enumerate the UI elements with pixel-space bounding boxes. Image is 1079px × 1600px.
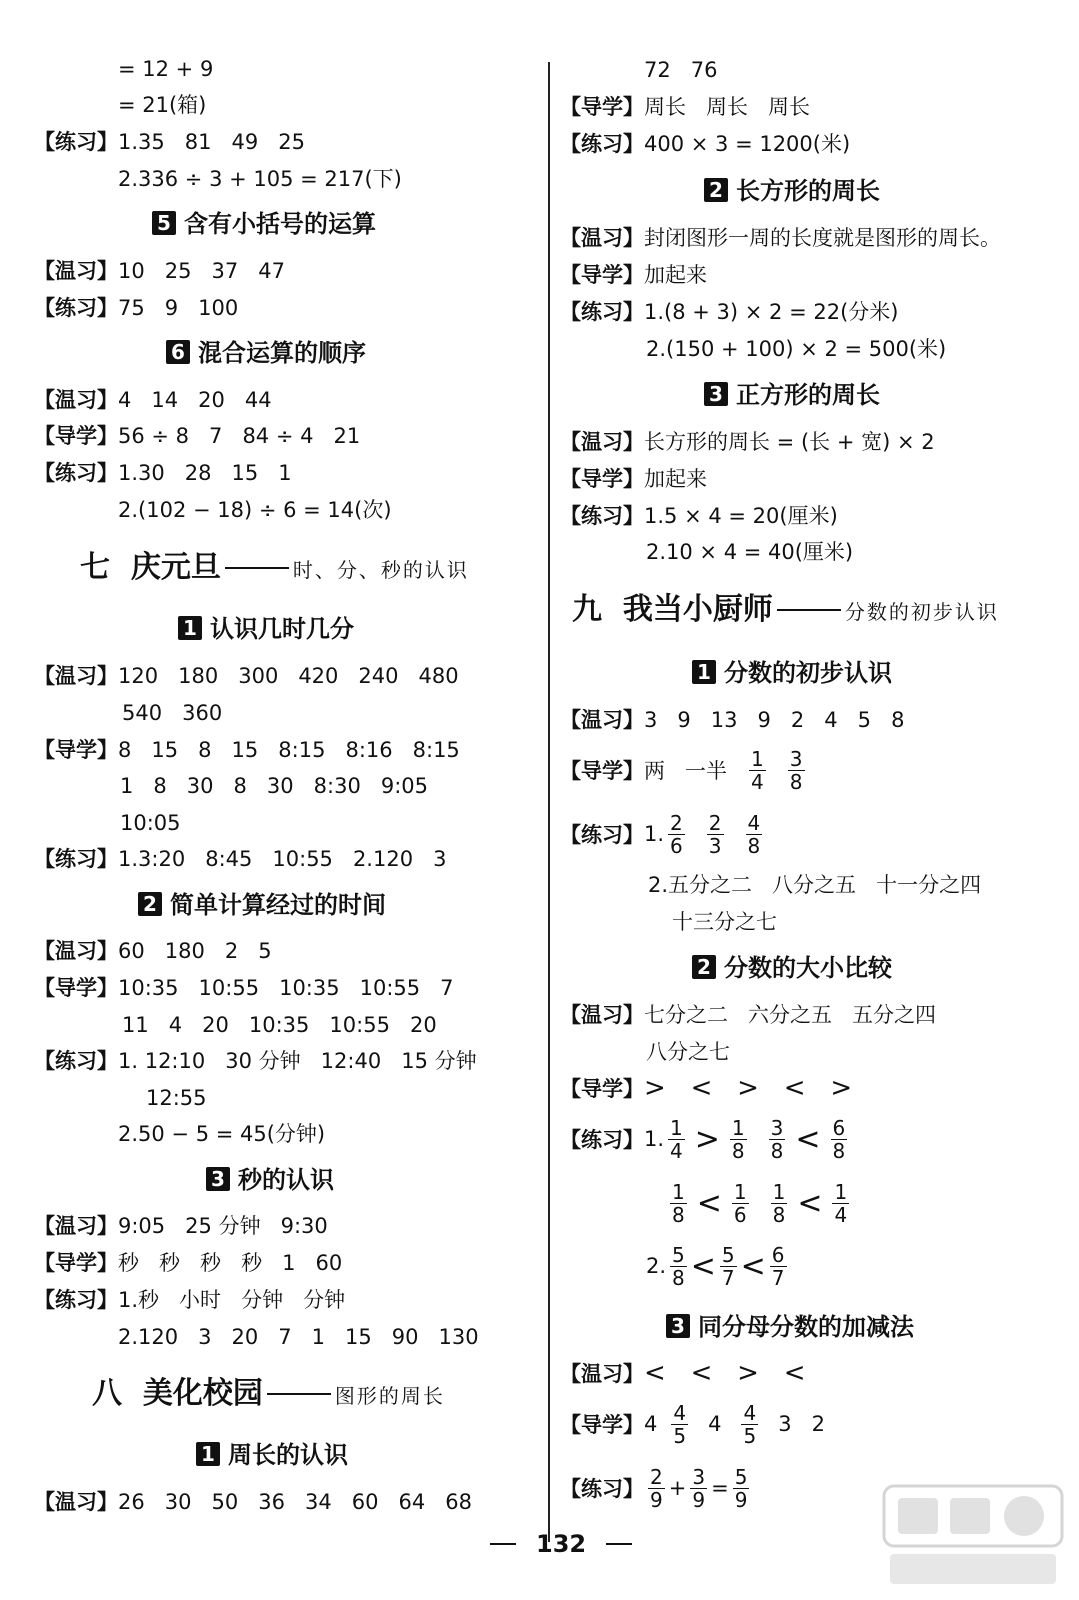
- answer-text: 加起来: [644, 467, 707, 491]
- section-title: 分数的大小比较: [724, 954, 892, 982]
- compare-symbol: <: [797, 1185, 823, 1221]
- denominator: 6: [733, 1202, 747, 1227]
- section-title: 长方形的周长: [736, 177, 880, 205]
- answer-line: [34, 385, 272, 415]
- tag-daoxue: 【导学】: [560, 1413, 644, 1437]
- section-number: 2: [138, 892, 162, 916]
- denominator: 4: [751, 769, 764, 794]
- section-heading: [152, 207, 376, 241]
- fraction: [732, 1181, 749, 1226]
- answer-line: [646, 1240, 791, 1292]
- section-heading: [178, 612, 354, 646]
- answer-line: [34, 936, 272, 966]
- answer-text: 4: [644, 1412, 658, 1436]
- section-number: 5: [152, 211, 176, 235]
- section-title: 认识几时几分: [210, 615, 354, 643]
- answer-line: 1 8 30 8 30 8:30 9:05: [120, 774, 428, 798]
- tag-lianxi: 【练习】: [34, 1049, 118, 1073]
- numerator: 2: [650, 1464, 663, 1489]
- denominator: 3: [708, 833, 722, 858]
- unit-heading: [92, 1374, 445, 1416]
- tag-wenxi: 【温习】: [560, 1003, 644, 1027]
- fraction: [746, 812, 763, 857]
- tag-wenxi: 【温习】: [560, 226, 644, 250]
- unit-heading: [572, 590, 999, 632]
- section-title: 混合运算的顺序: [198, 339, 366, 367]
- denominator: 8: [672, 1202, 685, 1227]
- answer-line: [560, 427, 935, 457]
- page-number-text: 132: [536, 1530, 587, 1558]
- answer-line: [34, 293, 238, 323]
- section-heading: [704, 378, 880, 412]
- numerator: 2: [708, 810, 722, 835]
- numerator: 2: [670, 810, 683, 835]
- answer-text: 4: [708, 1412, 722, 1436]
- answer-line: 2.(102 − 18) ÷ 6 = 14(次): [118, 498, 392, 522]
- tag-daoxue: 【导学】: [34, 1251, 118, 1275]
- section-heading: [196, 1438, 348, 1472]
- section-number: 2: [692, 955, 716, 979]
- denominator: 9: [734, 1487, 748, 1512]
- numerator: 3: [789, 746, 803, 771]
- tag-lianxi: 【练习】: [560, 1128, 644, 1152]
- section-title: 周长的认识: [228, 1441, 348, 1469]
- tag-wenxi: 【温习】: [560, 708, 644, 732]
- tag-wenxi: 【温习】: [34, 1214, 118, 1238]
- answer-line: [34, 458, 292, 488]
- section-number: 1: [178, 616, 202, 640]
- fraction: [733, 1466, 750, 1511]
- answer-text: 1.3:20 8:45 10:55 2.120 3: [118, 847, 447, 871]
- numerator: 1: [672, 1179, 685, 1204]
- section-title: 同分母分数的加减法: [698, 1313, 914, 1341]
- answer-line: [560, 808, 766, 860]
- fraction: [668, 1117, 685, 1162]
- tag-wenxi: 【温习】: [34, 1490, 118, 1514]
- tag-wenxi: 【温习】: [34, 664, 118, 688]
- denominator: 9: [692, 1487, 706, 1512]
- tag-daoxue: 【导学】: [34, 424, 118, 448]
- fraction: [832, 1181, 849, 1226]
- answer-line: [560, 1113, 851, 1165]
- tag-daoxue: 【导学】: [34, 976, 118, 1000]
- section-number: 3: [206, 1167, 230, 1191]
- watermark-logo: [878, 1480, 1068, 1590]
- fraction: [771, 1181, 788, 1226]
- answer-line: [34, 1211, 328, 1241]
- answer-line: 十三分之七: [672, 910, 777, 934]
- denominator: 8: [772, 1202, 786, 1227]
- answer-line: 10:05: [120, 811, 181, 835]
- section-title: 秒的认识: [238, 1166, 334, 1194]
- answer-text: 60 180 2 5: [118, 939, 272, 963]
- answer-line: [560, 1462, 753, 1514]
- answer-line: [34, 1248, 342, 1278]
- answer-text: > < > < >: [644, 1073, 853, 1103]
- unit-dash: [225, 567, 289, 569]
- answer-line: 2.50 − 5 = 45(分钟): [118, 1122, 326, 1146]
- section-number: 6: [166, 340, 190, 364]
- answer-text: 75 9 100: [118, 296, 239, 320]
- tag-wenxi: 【温习】: [560, 430, 644, 454]
- denominator: 8: [747, 833, 761, 858]
- numerator: 4: [747, 810, 761, 835]
- fraction: [668, 812, 685, 857]
- answer-line: 2.120 3 20 7 1 15 90 130: [118, 1325, 479, 1349]
- tag-wenxi: 【温习】: [560, 1362, 644, 1386]
- answer-line: [34, 735, 460, 765]
- tag-daoxue: 【导学】: [560, 759, 644, 783]
- answer-line: 12:55: [146, 1086, 207, 1110]
- answer-line: [666, 1177, 853, 1229]
- tag-wenxi: 【温习】: [34, 388, 118, 412]
- answer-line: [34, 1487, 472, 1517]
- denominator: 4: [670, 1138, 683, 1163]
- answer-text: 3 9 13 9 2 4 5 8: [644, 708, 905, 732]
- item-number: 1.: [644, 822, 665, 846]
- answer-line: [560, 1073, 852, 1104]
- section-heading: [166, 336, 366, 370]
- denominator: 8: [789, 769, 803, 794]
- tag-lianxi: 【练习】: [560, 504, 644, 528]
- tag-wenxi: 【温习】: [34, 939, 118, 963]
- denominator: 6: [670, 833, 683, 858]
- answer-line: 2.336 ÷ 3 + 105 = 217(下): [118, 167, 402, 191]
- section-number: 3: [704, 382, 728, 406]
- answer-text: 1.(8 + 3) × 2 = 22(分米): [644, 300, 899, 324]
- tag-lianxi: 【练习】: [34, 130, 118, 154]
- fraction: [671, 1402, 688, 1447]
- numerator: 6: [832, 1115, 846, 1140]
- answer-line: 2.(150 + 100) × 2 = 500(米): [646, 337, 947, 361]
- denominator: 4: [834, 1202, 848, 1227]
- numerator: 1: [772, 1179, 786, 1204]
- tag-daoxue: 【导学】: [560, 95, 644, 119]
- answer-line: [560, 744, 809, 796]
- answer-text: 1.30 28 15 1: [118, 461, 292, 485]
- numerator: 1: [834, 1179, 848, 1204]
- tag-lianxi: 【练习】: [34, 296, 118, 320]
- answer-line: [34, 844, 446, 874]
- compare-symbol: <: [690, 1248, 716, 1284]
- fraction: [690, 1466, 707, 1511]
- unit-dash: [777, 609, 841, 611]
- operator: =: [711, 1476, 729, 1500]
- answer-line: 11 4 20 10:35 10:55 20: [122, 1013, 437, 1037]
- answer-line: [34, 256, 285, 286]
- compare-symbol: >: [694, 1121, 720, 1157]
- answer-line: [34, 1285, 345, 1315]
- tag-lianxi: 【练习】: [560, 300, 644, 324]
- page-dash: [490, 1543, 516, 1545]
- numerator: 3: [692, 1464, 706, 1489]
- answer-text: 10:35 10:55 10:35 10:55 7: [118, 976, 454, 1000]
- unit-dash: [267, 1393, 331, 1395]
- section-title: 分数的初步认识: [724, 659, 892, 687]
- numerator: 4: [673, 1400, 687, 1425]
- answer-line: 八分之七: [646, 1040, 730, 1064]
- section-title: 简单计算经过的时间: [170, 891, 386, 919]
- compare-symbol: <: [696, 1185, 722, 1221]
- compare-symbol: <: [740, 1248, 766, 1284]
- denominator: 8: [672, 1265, 685, 1290]
- numerator: 6: [771, 1242, 785, 1267]
- answer-text: 10 25 37 47: [118, 259, 285, 283]
- numerator: 3: [770, 1115, 784, 1140]
- numerator: 5: [672, 1242, 685, 1267]
- item-number: 2.: [646, 1254, 667, 1278]
- answer-line: 2.五分之二 八分之五 十一分之四: [648, 873, 982, 897]
- answer-text: 封闭图形一周的长度就是图形的周长。: [644, 226, 1001, 250]
- answer-line: [560, 705, 904, 735]
- numerator: 4: [743, 1400, 757, 1425]
- section-heading: [666, 1310, 914, 1344]
- page-number: [470, 1530, 652, 1558]
- tag-lianxi: 【练习】: [34, 847, 118, 871]
- answer-line: [560, 223, 1001, 253]
- fraction: [831, 1117, 848, 1162]
- section-number: 1: [196, 1442, 220, 1466]
- fraction: [749, 748, 766, 793]
- answer-line: 2.10 × 4 = 40(厘米): [646, 540, 854, 564]
- denominator: 5: [743, 1423, 757, 1448]
- answer-text: 1.5 × 4 = 20(厘米): [644, 504, 838, 528]
- page-dash: [606, 1543, 632, 1545]
- answer-text: 七分之二 六分之五 五分之四: [644, 1003, 937, 1027]
- fraction: [670, 1244, 687, 1289]
- numerator: 5: [721, 1242, 735, 1267]
- numerator: 1: [731, 1115, 745, 1140]
- fraction: [720, 1244, 737, 1289]
- answer-text: 56 ÷ 8 7 84 ÷ 4 21: [118, 424, 361, 448]
- answer-line: [34, 661, 459, 691]
- answer-text: 26 30 50 36 34 60 64 68: [118, 1490, 472, 1514]
- answer-line: [560, 501, 838, 531]
- answer-line: [560, 1398, 825, 1450]
- answer-line: [560, 464, 707, 494]
- answer-line: = 21(箱): [118, 93, 207, 117]
- fraction: [707, 812, 724, 857]
- answer-line: [560, 260, 707, 290]
- tag-daoxue: 【导学】: [560, 1077, 644, 1101]
- answer-text: 周长 周长 周长: [644, 95, 811, 119]
- tag-wenxi: 【温习】: [34, 259, 118, 283]
- unit-subtitle: 分数的初步认识: [844, 600, 999, 624]
- section-number: 2: [704, 178, 728, 202]
- section-heading: [206, 1163, 334, 1197]
- answer-text: 400 × 3 = 1200(米): [644, 132, 851, 156]
- section-title: 正方形的周长: [736, 381, 880, 409]
- answer-text: 两 一半: [644, 759, 728, 783]
- answer-line: 72 76: [644, 58, 718, 82]
- unit-title: 九 我当小厨师: [572, 592, 773, 627]
- answer-text: 3 2: [778, 1412, 825, 1436]
- operator: +: [668, 1476, 687, 1500]
- tag-lianxi: 【练习】: [560, 1477, 644, 1501]
- numerator: 1: [670, 1115, 683, 1140]
- denominator: 8: [832, 1138, 846, 1163]
- fraction: [648, 1466, 665, 1511]
- denominator: 9: [650, 1487, 663, 1512]
- fraction: [670, 1181, 687, 1226]
- answer-line: [560, 297, 898, 327]
- answer-text: 秒 秒 秒 秒 1 60: [118, 1251, 343, 1275]
- answer-text: 8 15 8 15 8:15 8:16 8:15: [118, 738, 460, 762]
- answer-line: [34, 421, 360, 451]
- unit-title: 八 美化校园: [92, 1376, 263, 1411]
- tag-daoxue: 【导学】: [560, 467, 644, 491]
- numerator: 1: [751, 746, 764, 771]
- answer-text: 1.秒 小时 分钟 分钟: [118, 1288, 346, 1312]
- numerator: 1: [733, 1179, 747, 1204]
- fraction: [788, 748, 805, 793]
- answer-line: [34, 1046, 477, 1076]
- unit-subtitle: 图形的周长: [334, 1384, 445, 1408]
- unit-subtitle: 时、分、秒的认识: [292, 558, 469, 582]
- answer-line: [560, 92, 810, 122]
- answer-text: 4 14 20 44: [118, 388, 272, 412]
- unit-title: 七 庆元旦: [80, 550, 221, 585]
- answer-text: 1.35 81 49 25: [118, 130, 306, 154]
- fraction: [730, 1117, 747, 1162]
- fraction: [769, 1117, 786, 1162]
- answer-text: 1. 12:10 30 分钟 12:40 15 分钟: [118, 1049, 477, 1073]
- answer-line: [560, 1000, 936, 1030]
- item-number: 1.: [644, 1127, 665, 1151]
- section-heading: [692, 656, 892, 690]
- answer-line: [560, 1358, 806, 1389]
- tag-lianxi: 【练习】: [34, 461, 118, 485]
- numerator: 5: [734, 1464, 748, 1489]
- answer-text: 长方形的周长 = (长 + 宽) × 2: [644, 430, 935, 454]
- tag-lianxi: 【练习】: [34, 1288, 118, 1312]
- column-divider: [548, 62, 550, 1542]
- answer-line: [560, 129, 850, 159]
- denominator: 5: [673, 1423, 687, 1448]
- tag-lianxi: 【练习】: [560, 823, 644, 847]
- section-title: 含有小括号的运算: [184, 210, 376, 238]
- section-heading: [692, 951, 892, 985]
- answer-line: = 12 + 9: [118, 57, 214, 81]
- answer-line: [34, 127, 305, 157]
- fraction: [741, 1402, 758, 1447]
- section-number: 1: [692, 660, 716, 684]
- denominator: 7: [771, 1265, 785, 1290]
- tag-daoxue: 【导学】: [34, 738, 118, 762]
- answer-line: [34, 973, 454, 1003]
- section-heading: [704, 174, 880, 208]
- answer-text: 加起来: [644, 263, 707, 287]
- answer-text: < < > <: [644, 1358, 806, 1388]
- unit-heading: [80, 548, 469, 590]
- answer-line: 540 360: [122, 701, 223, 725]
- answer-text: 120 180 300 420 240 480: [118, 664, 459, 688]
- denominator: 8: [770, 1138, 784, 1163]
- tag-lianxi: 【练习】: [560, 132, 644, 156]
- tag-daoxue: 【导学】: [560, 263, 644, 287]
- section-heading: [138, 888, 386, 922]
- answer-text: 9:05 25 分钟 9:30: [118, 1214, 328, 1238]
- denominator: 8: [731, 1138, 745, 1163]
- section-number: 3: [666, 1314, 690, 1338]
- denominator: 7: [721, 1265, 735, 1290]
- compare-symbol: <: [795, 1121, 821, 1157]
- fraction: [770, 1244, 787, 1289]
